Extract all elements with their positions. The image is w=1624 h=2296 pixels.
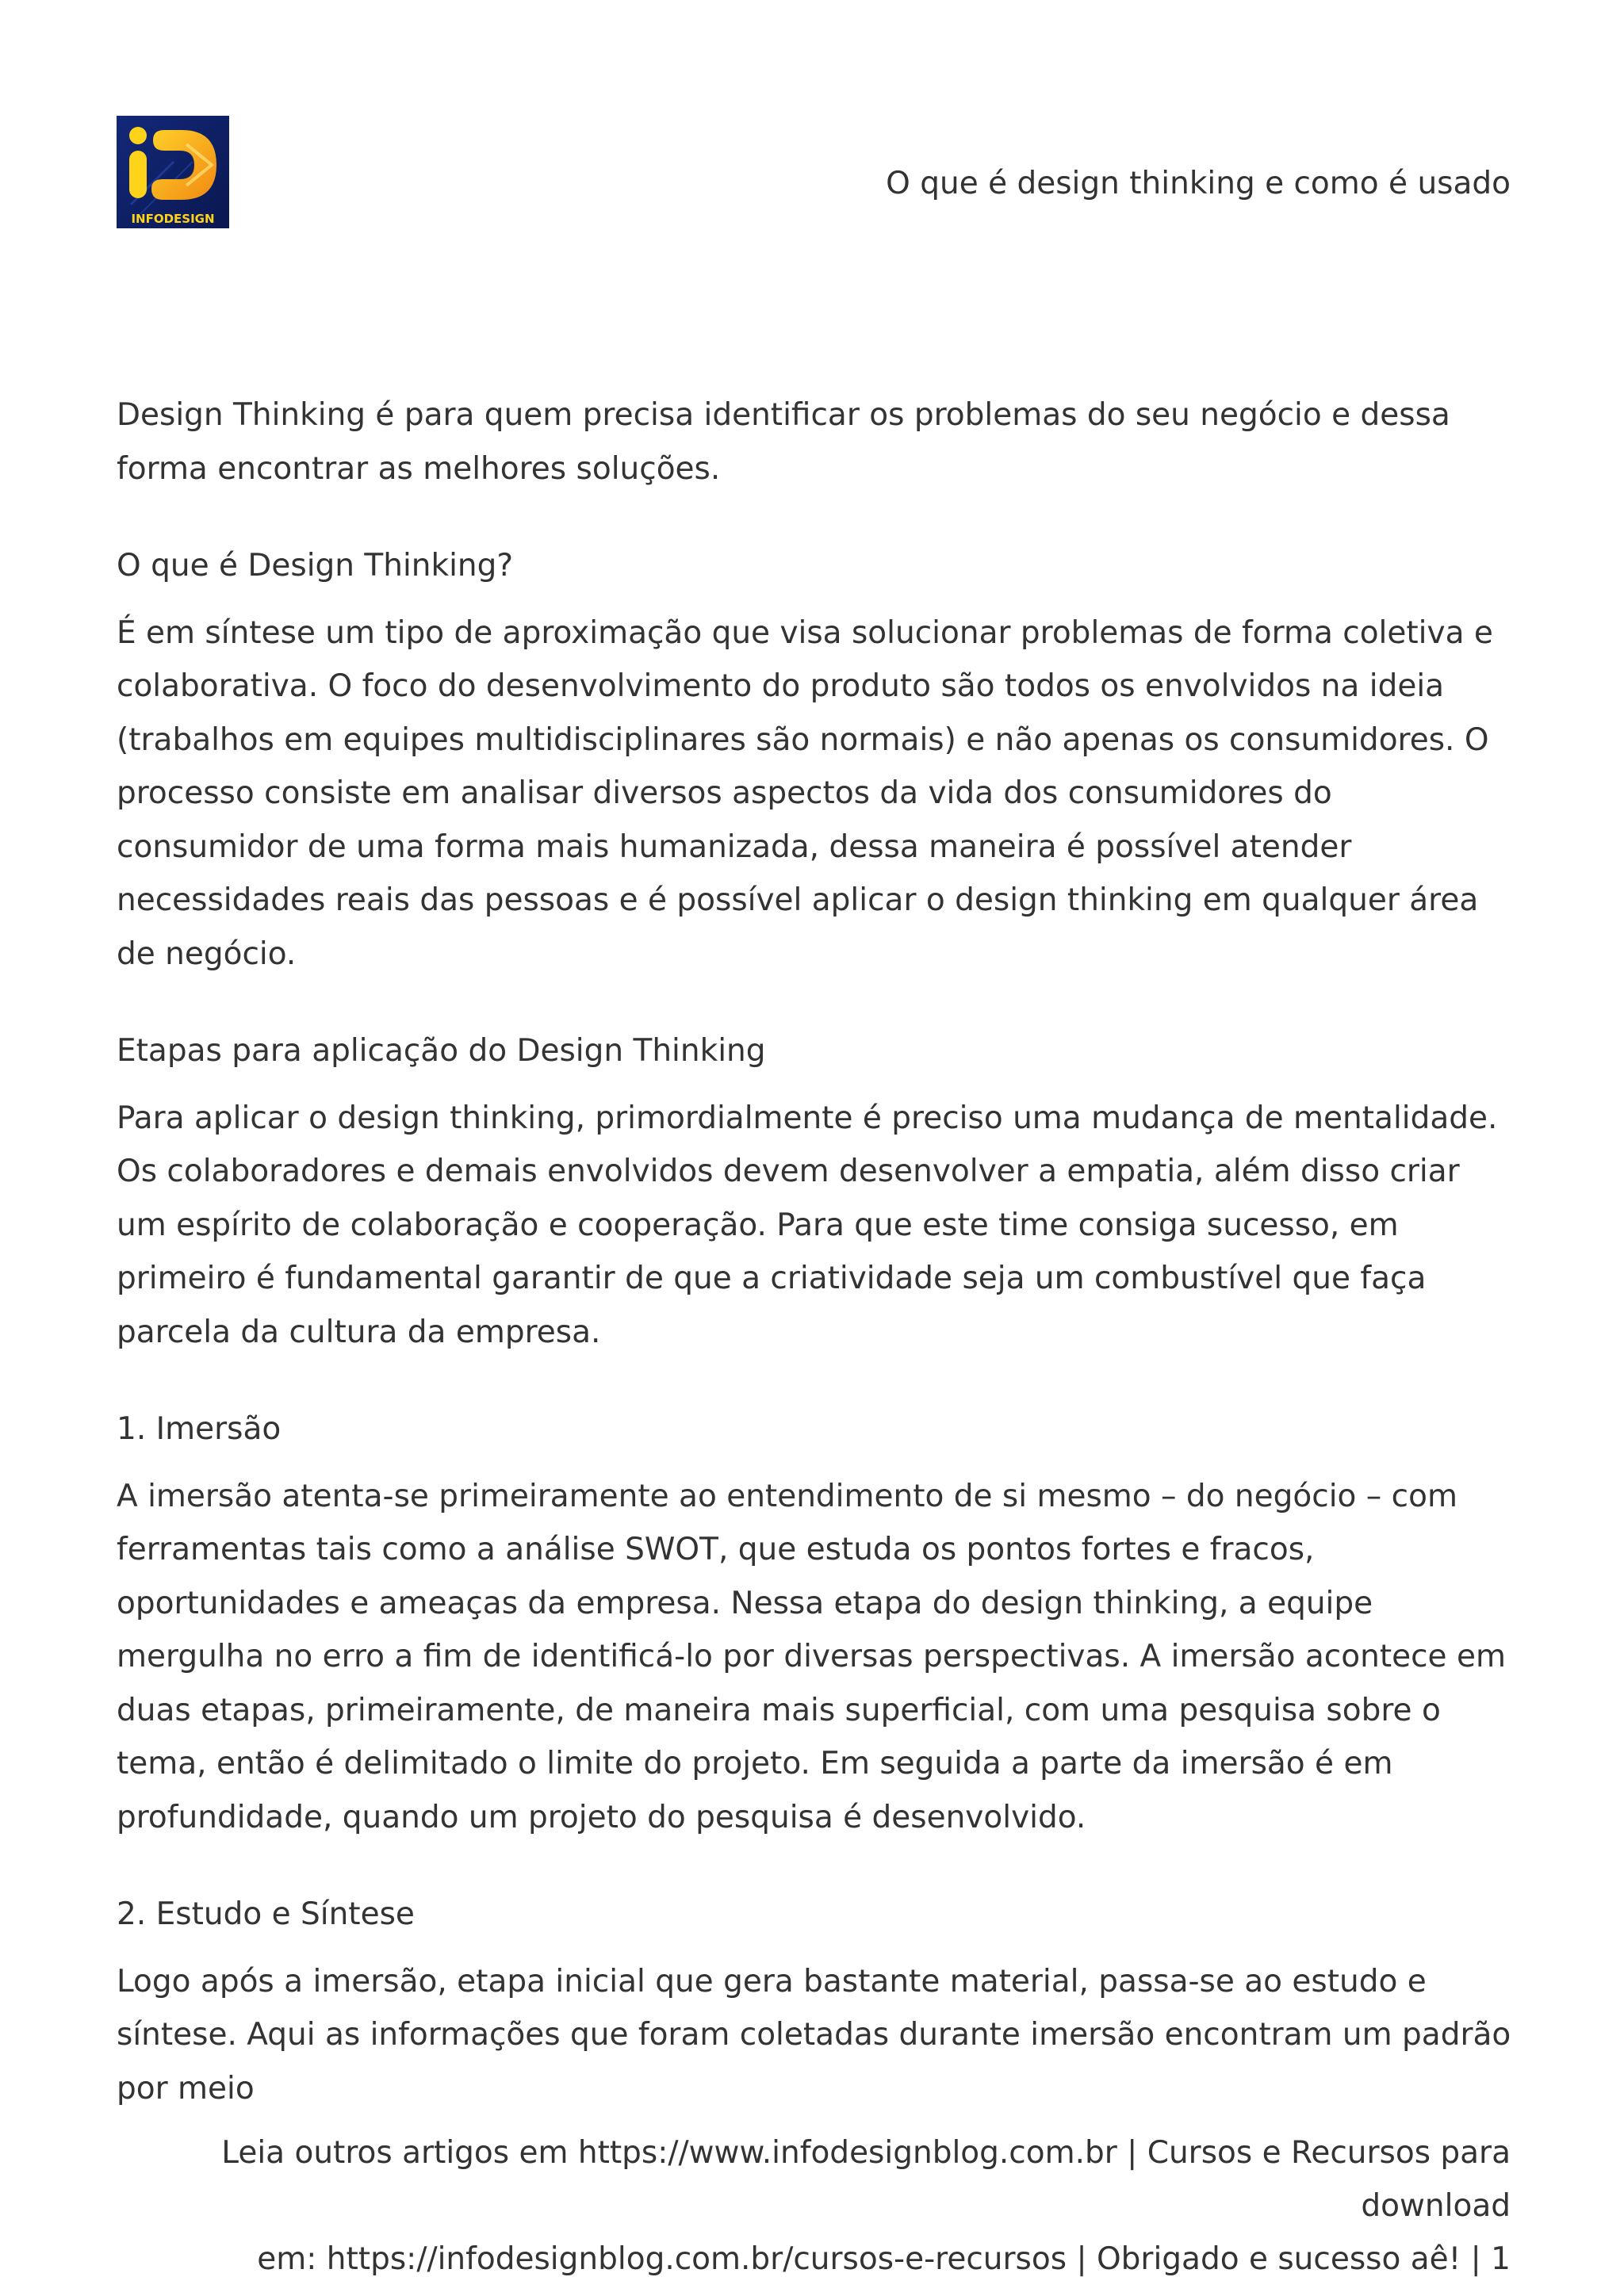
section-paragraph: Para aplicar o design thinking, primordialmente é preciso uma mudança de mentalidade. Os colaboradores e demais envolvidos devem desenvolver a empatia, além disso criar um espírito de colaboração e cooperação. Para que este time consiga sucesso, em primeiro é fundamental garantir de que a criatividade seja um combustível que faça parcela da cultura da empresa. (117, 1100, 1498, 1350)
section-paragraph: A imersão atenta-se primeiramente ao entendimento de si mesmo – do negócio – com ferramentas tais como a análise SWOT, que estuda os pontos fortes e fracos, oportunidades e ameaças da empresa. Nessa etapa do design thinking, a equipe mergulha no erro a fim de identificá-lo por diversas perspectivas. A imersão acontece em duas etapas, primeiramente, de maneira mais superficial, com uma pesquisa sobre o tema, então é delimitado o limite do projeto. Em seguida a parte da imersão é em profundidade, quando um projeto do pesquisa é desenvolvido. (117, 1478, 1506, 1835)
section-heading: O que é Design Thinking? (117, 548, 514, 584)
section-heading: 2. Estudo e Síntese (117, 1896, 415, 1932)
logo-text: INFODESIGN (131, 212, 215, 226)
section-etapas (117, 1024, 1512, 1359)
section-heading: 1. Imersão (117, 1411, 282, 1447)
footer-line-2[interactable]: em: https://infodesignblog.com.br/cursos-e-recursos | Obrigado e sucesso aê! | 1 (257, 2241, 1511, 2277)
infodesign-logo[interactable] (117, 116, 229, 228)
infodesign-logo-icon (117, 116, 229, 228)
page-header-title: O que é design thinking e como é usado (886, 166, 1511, 201)
section-what-is-design-thinking (117, 539, 1512, 981)
page-footer (99, 2126, 1511, 2286)
article-content (117, 388, 1512, 2159)
section-estudo-e-sintese (117, 1888, 1512, 2115)
section-paragraph: Logo após a imersão, etapa inicial que gera bastante material, passa-se ao estudo e síntese. Aqui as informações que foram coletadas durante imersão encontram um padrão por meio (117, 1963, 1511, 2107)
section-imersao (117, 1402, 1512, 1844)
section-heading: Etapas para aplicação do Design Thinking (117, 1033, 766, 1069)
article-intro: Design Thinking é para quem precisa identificar os problemas do seu negócio e dessa forma encontrar as melhores soluções. (117, 397, 1450, 487)
section-paragraph: É em síntese um tipo de aproximação que visa solucionar problemas de forma coletiva e colaborativa. O foco do desenvolvimento do produto são todos os envolvidos na ideia (trabalhos em equipes multidisciplinares são normais) e não apenas os consumidores. O processo consiste em analisar diversos aspectos da vida dos consumidores do consumidor de uma forma mais humanizada, dessa maneira é possível atender necessidades reais das pessoas e é possível aplicar o design thinking em qualquer área de negócio. (117, 614, 1493, 972)
footer-line-1[interactable]: Leia outros artigos em https://www.infodesignblog.com.br | Cursos e Recursos para download (221, 2135, 1511, 2224)
